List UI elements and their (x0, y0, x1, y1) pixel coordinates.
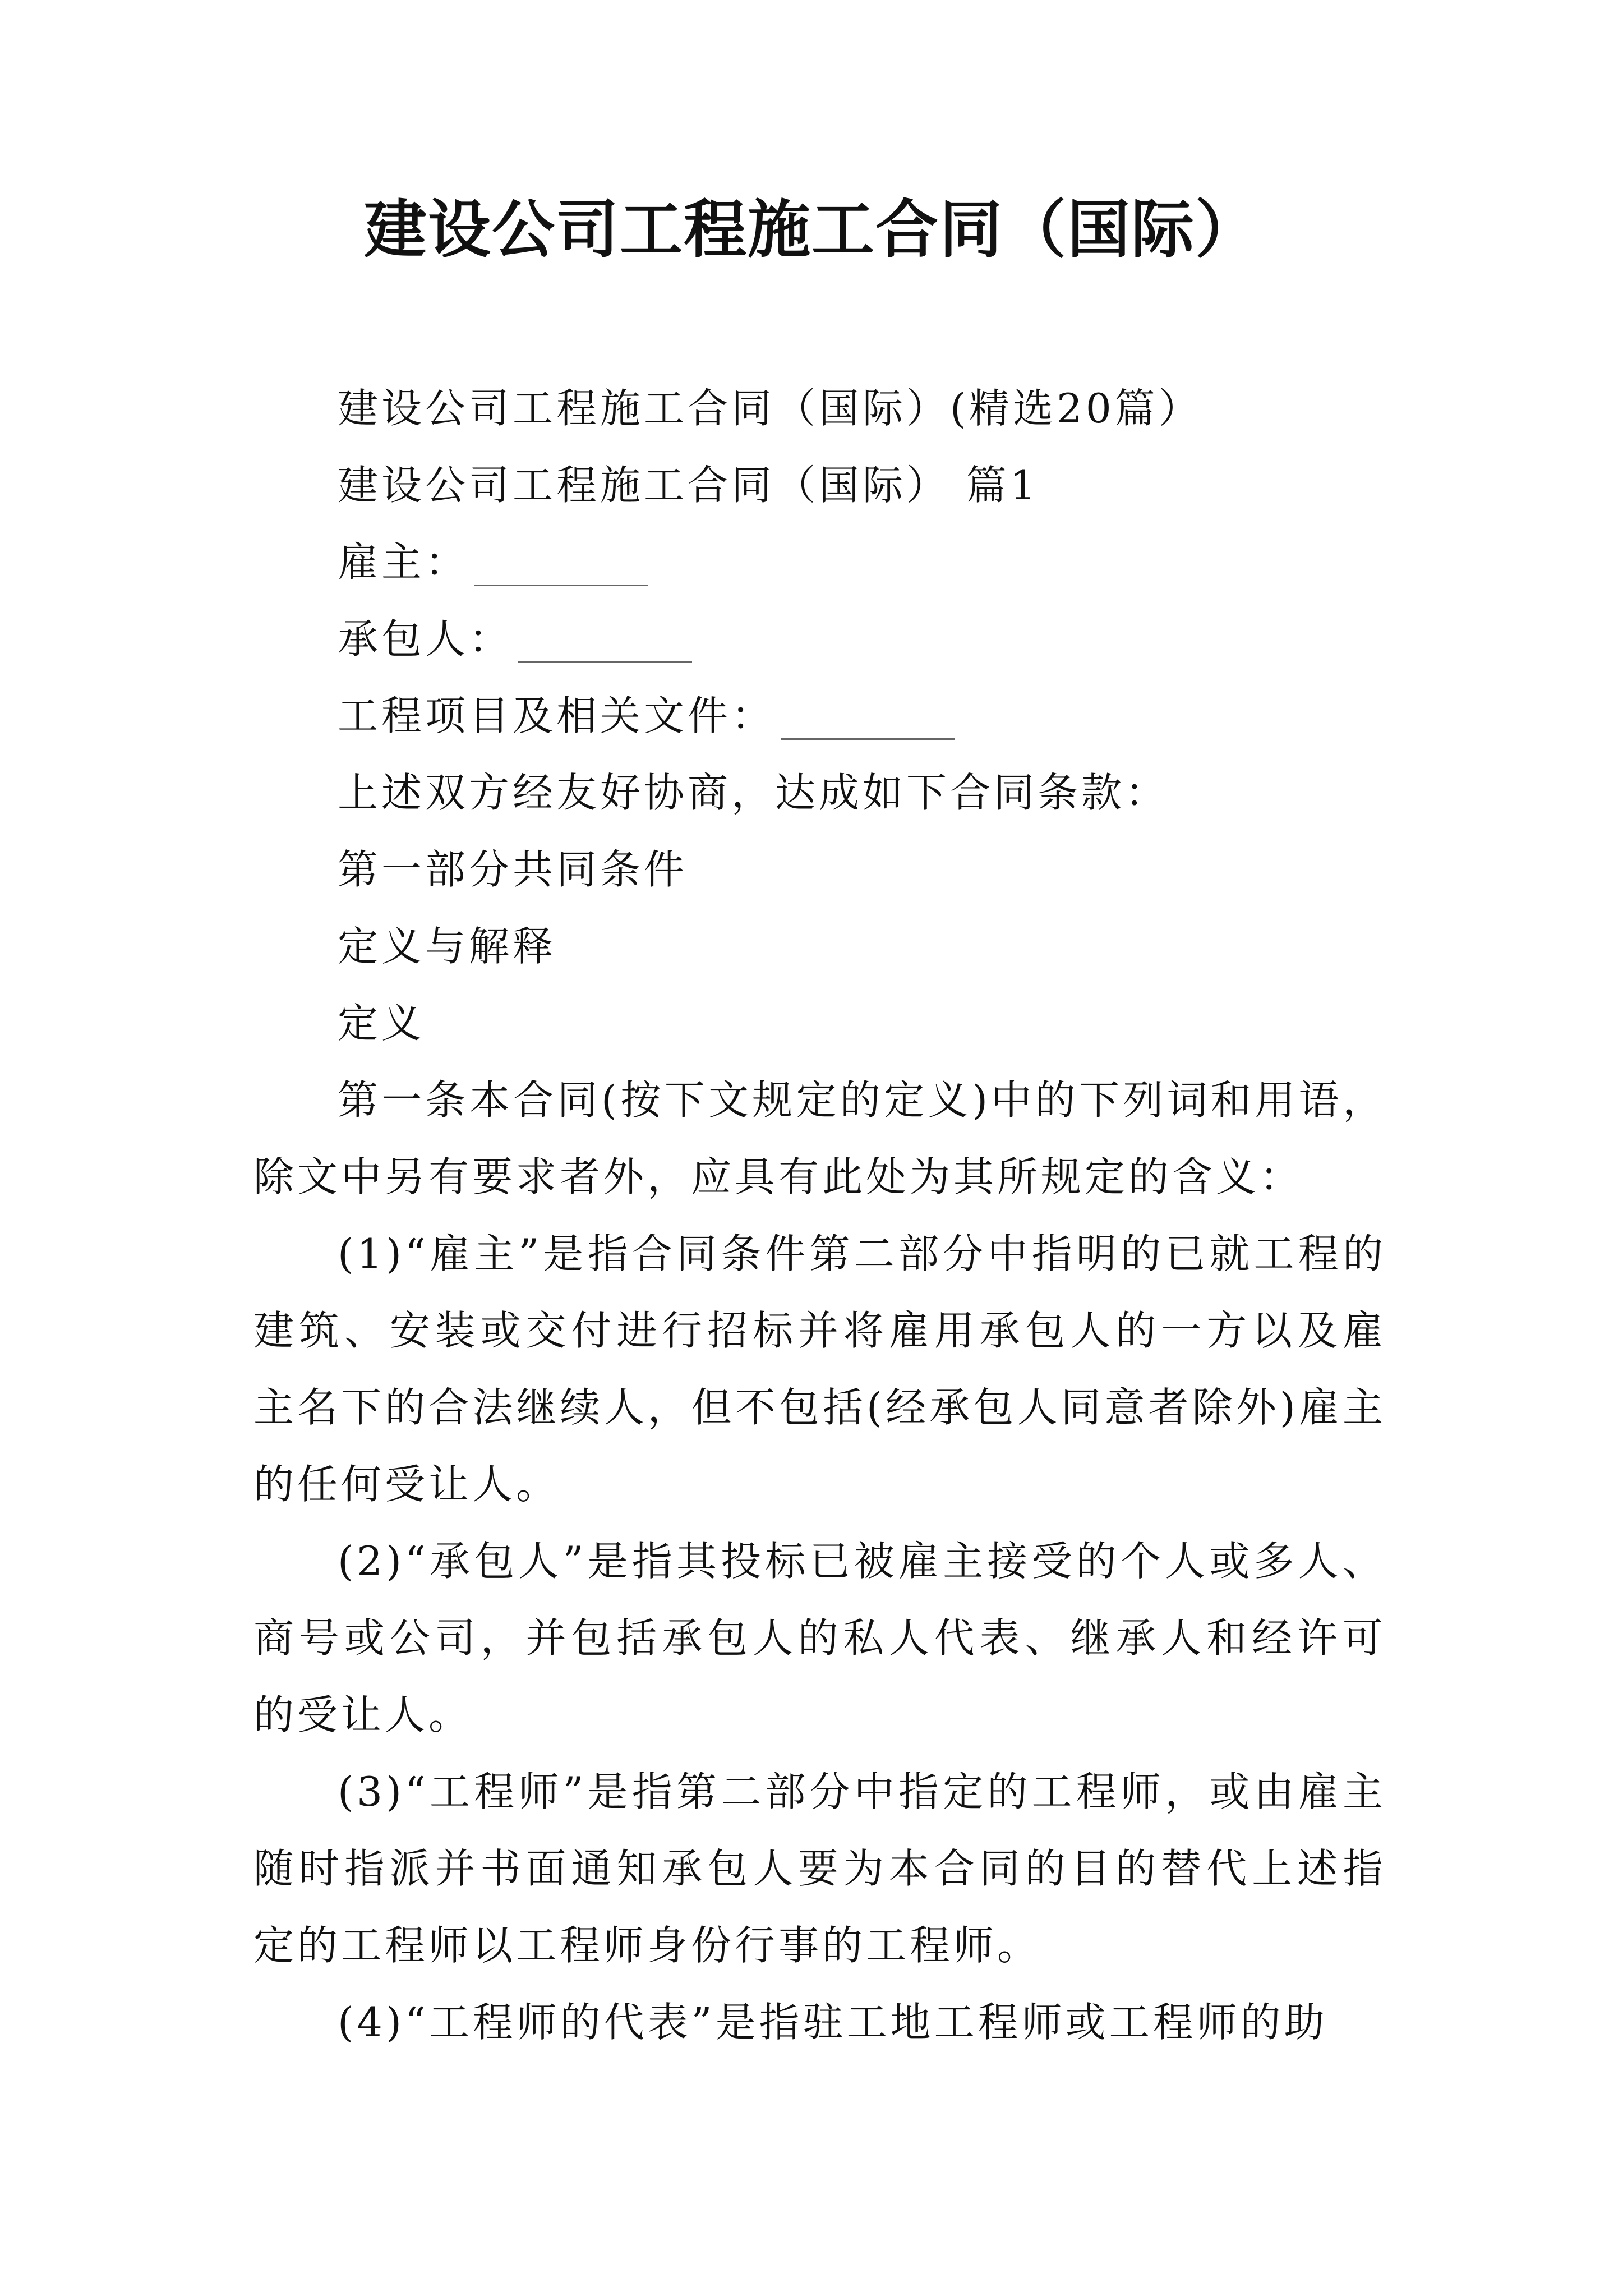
project-blank (781, 699, 955, 740)
employer-blank (474, 545, 648, 586)
paragraph-article-1: 第一条本合同(按下文规定的定义)中的下列词和用语，除文中另有要求者外，应具有此处为其所规定的含义： (253, 1076, 1386, 1200)
paragraph-contractor-definition: (2)“承包人”是指其投标已被雇主接受的个人或多人、商号或公司，并包括承包人的私人代表、继承人和经许可的受让人。 (253, 1538, 1386, 1738)
employer-field (253, 524, 1386, 601)
section-part: 第一部分共同条件 (338, 846, 688, 893)
paragraph-engineer-representative-definition: (4)“工程师的代表”是指驻工地工程师或工程师的助 (338, 1999, 1328, 2046)
section-heading: 定义与解释 (338, 923, 557, 970)
contractor-blank (518, 622, 692, 663)
header-line-collection: 建设公司工程施工合同（国际）(精选20篇） (338, 385, 1202, 432)
header-line-article: 建设公司工程施工合同（国际） 篇1 (338, 462, 1039, 509)
project-field (253, 678, 1386, 754)
contractor-field (253, 601, 1386, 678)
document-title: 建设公司工程施工合同（国际） (364, 193, 1259, 266)
project-label: 工程项目及相关文件： (338, 692, 776, 739)
employer-label: 雇主： (338, 539, 469, 586)
document-body (253, 370, 1386, 2061)
intro-line: 上述双方经友好协商，达成如下合同条款： (338, 769, 1169, 816)
paragraph-employer-definition: (1)“雇主”是指合同条件第二部分中指明的已就工程的建筑、安装或交付进行招标并将雇用承包人的一方以及雇主名下的合法继续人，但不包括(经承包人同意者除外)雇主的任何受让人。 (253, 1230, 1386, 1508)
subheading: 定义 (338, 1000, 426, 1047)
contractor-label: 承包人： (338, 615, 513, 662)
paragraph-engineer-definition: (3)“工程师”是指第二部分中指定的工程师，或由雇主随时指派并书面通知承包人要为本合同的目的替代上述指定的工程师以工程师身份行事的工程师。 (253, 1768, 1386, 1969)
